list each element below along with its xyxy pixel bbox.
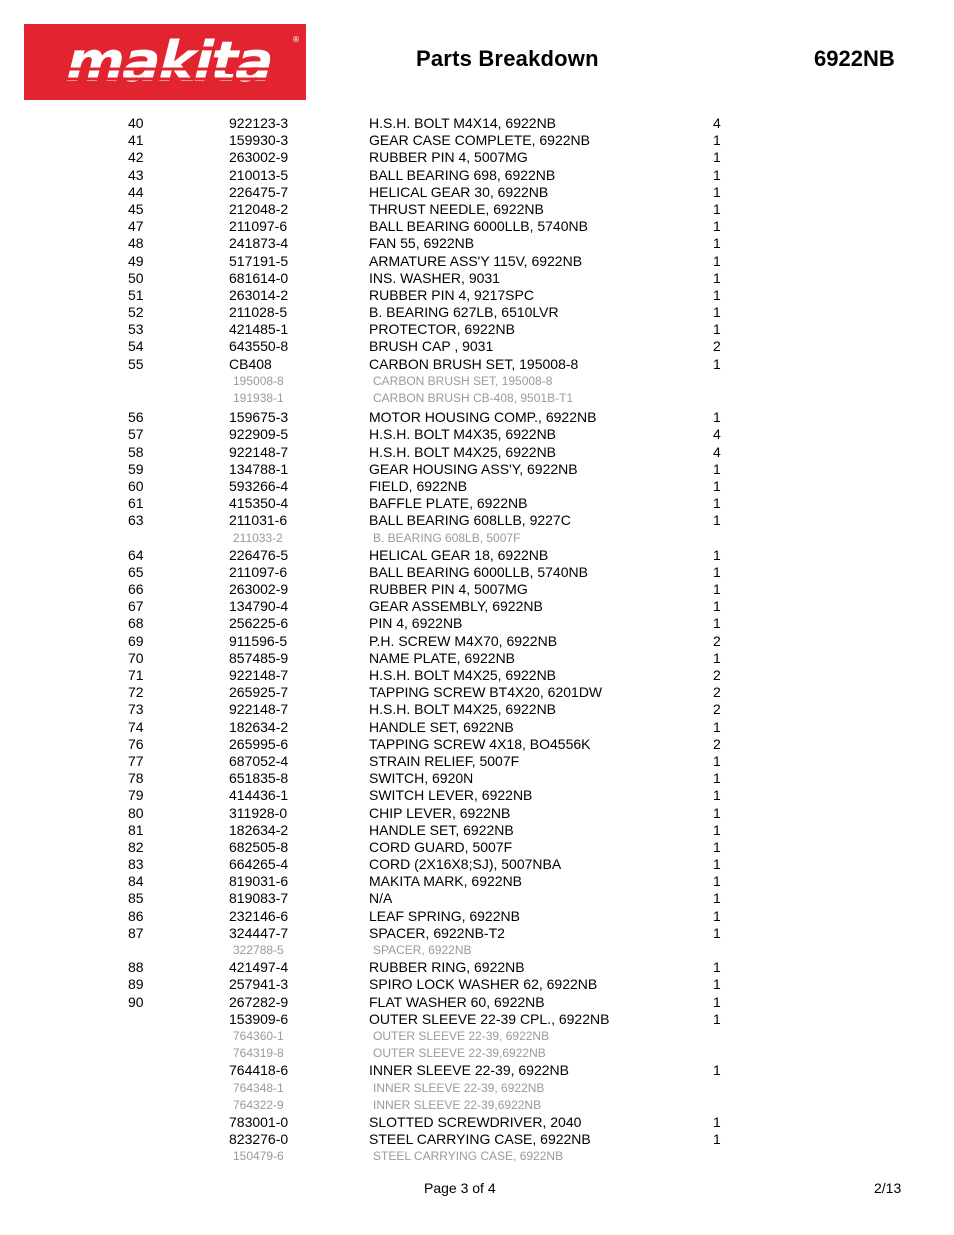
- part-number: 153909-6: [229, 1010, 289, 1027]
- part-row: [0, 684, 954, 701]
- part-quantity: 2: [713, 735, 721, 752]
- part-description: BRUSH CAP , 9031: [369, 338, 494, 355]
- part-quantity: 1: [713, 993, 721, 1010]
- parts-list: [0, 115, 954, 1165]
- part-number: 241873-4: [229, 235, 289, 252]
- part-number: 517191-5: [229, 252, 289, 269]
- part-number: 232146-6: [229, 907, 289, 924]
- part-row: [0, 908, 954, 925]
- part-description: BALL BEARING 6000LLB, 5740NB: [369, 218, 588, 235]
- part-description: STRAIN RELIEF, 5007F: [369, 752, 520, 769]
- item-number: 89: [128, 976, 144, 993]
- part-number: 263014-2: [229, 286, 289, 303]
- item-number: 73: [128, 701, 144, 718]
- item-number: 63: [128, 512, 144, 529]
- part-quantity: 2: [713, 338, 721, 355]
- part-number: 182634-2: [229, 718, 289, 735]
- part-quantity: 1: [713, 183, 721, 200]
- part-quantity: 1: [713, 200, 721, 217]
- part-description: INNER SLEEVE 22-39,6922NB: [373, 1097, 542, 1112]
- part-number: 643550-8: [229, 338, 289, 355]
- part-row: [0, 564, 954, 581]
- part-row: [0, 426, 954, 443]
- item-number: 68: [128, 615, 144, 632]
- item-number: 78: [128, 770, 144, 787]
- part-number: 421485-1: [229, 321, 289, 338]
- item-number: 52: [128, 304, 144, 321]
- part-description: SLOTTED SCREWDRIVER, 2040: [369, 1113, 582, 1130]
- part-number: 922123-3: [229, 115, 289, 131]
- part-number: 322788-5: [233, 943, 284, 957]
- part-quantity: 1: [713, 598, 721, 615]
- part-quantity: 1: [713, 615, 721, 632]
- part-row: [0, 461, 954, 478]
- part-row: [0, 338, 954, 355]
- part-description: CARBON BRUSH SET, 195008-8: [369, 355, 579, 372]
- part-description: FIELD, 6922NB: [369, 477, 468, 494]
- part-row: [0, 149, 954, 166]
- part-quantity: 1: [713, 252, 721, 269]
- part-row: [0, 822, 954, 839]
- part-description: MOTOR HOUSING COMP., 6922NB: [369, 409, 597, 426]
- part-description: B. BEARING 608LB, 5007F: [373, 530, 521, 545]
- item-number: 57: [128, 426, 144, 443]
- part-row: [0, 994, 954, 1011]
- part-number: 265995-6: [229, 735, 289, 752]
- part-number: 263002-9: [229, 581, 289, 598]
- item-number: 47: [128, 218, 144, 235]
- part-quantity: 1: [713, 563, 721, 580]
- substitute-part-row: [0, 1028, 954, 1045]
- part-quantity: 1: [713, 218, 721, 235]
- part-number: 764322-9: [233, 1097, 284, 1112]
- part-quantity: 2: [713, 632, 721, 649]
- part-description: RUBBER PIN 4, 9217SPC: [369, 286, 534, 303]
- part-row: [0, 1131, 954, 1148]
- part-quantity: 1: [713, 959, 721, 976]
- part-description: PROTECTOR, 6922NB: [369, 321, 516, 338]
- part-number: 911596-5: [229, 632, 288, 649]
- item-number: 48: [128, 235, 144, 252]
- part-description: SPIRO LOCK WASHER 62, 6922NB: [369, 976, 598, 993]
- part-quantity: 1: [713, 286, 721, 303]
- part-description: HELICAL GEAR 18, 6922NB: [369, 546, 549, 563]
- part-quantity: 1: [713, 1113, 721, 1130]
- substitute-part-row: [0, 1045, 954, 1062]
- footer-date: 2/13: [874, 1180, 902, 1196]
- part-description: GEAR CASE COMPLETE, 6922NB: [369, 132, 590, 149]
- part-quantity: 1: [713, 546, 721, 563]
- substitute-part-row: [0, 1148, 954, 1165]
- part-quantity: 1: [713, 856, 721, 873]
- part-row: [0, 890, 954, 907]
- part-description: OUTER SLEEVE 22-39, 6922NB: [373, 1028, 550, 1043]
- part-quantity: 1: [713, 821, 721, 838]
- registered-mark: ®: [292, 35, 300, 44]
- part-quantity: 2: [713, 701, 721, 718]
- part-description: CARBON BRUSH CB-408, 9501B-T1: [373, 391, 574, 405]
- part-number: 191938-1: [233, 391, 284, 405]
- part-number: 823276-0: [229, 1131, 289, 1148]
- part-description: FAN 55, 6922NB: [369, 235, 475, 252]
- part-quantity: 4: [713, 426, 721, 443]
- part-number: 210013-5: [229, 166, 289, 183]
- part-number: 764348-1: [233, 1080, 284, 1095]
- part-row: [0, 321, 954, 338]
- part-quantity: 1: [713, 477, 721, 494]
- part-quantity: 1: [713, 976, 721, 993]
- part-description: INNER SLEEVE 22-39, 6922NB: [373, 1080, 545, 1095]
- part-quantity: 1: [713, 166, 721, 183]
- item-number: 43: [128, 166, 144, 183]
- part-description: BAFFLE PLATE, 6922NB: [369, 495, 528, 512]
- part-description: BALL BEARING 698, 6922NB: [369, 166, 556, 183]
- item-number: 70: [128, 649, 144, 666]
- part-number: 681614-0: [229, 269, 289, 286]
- part-number: 150479-6: [233, 1149, 284, 1164]
- part-number: 324447-7: [229, 924, 289, 941]
- part-number: 922148-7: [229, 667, 289, 683]
- part-description: TAPPING SCREW 4X18, BO4556K: [369, 735, 591, 752]
- part-description: OUTER SLEEVE 22-39 CPL., 6922NB: [369, 1010, 610, 1027]
- part-description: CORD (2X16X8;SJ), 5007NBA: [369, 856, 562, 873]
- part-description: MAKITA MARK, 6922NB: [369, 873, 523, 890]
- part-row: [0, 1114, 954, 1131]
- part-number: 857485-9: [229, 649, 289, 666]
- part-number: 819031-6: [229, 873, 289, 890]
- part-description: SWITCH LEVER, 6922NB: [369, 787, 533, 804]
- part-description: INS. WASHER, 9031: [369, 269, 500, 286]
- part-row: [0, 115, 954, 132]
- item-number: 69: [128, 632, 144, 649]
- part-row: [0, 356, 954, 373]
- part-number: 682505-8: [229, 838, 289, 855]
- part-description: GEAR HOUSING ASS'Y, 6922NB: [369, 460, 578, 477]
- part-row: [0, 959, 954, 976]
- part-number: 421497-4: [229, 959, 289, 976]
- item-number: 40: [128, 115, 144, 131]
- part-number: 211033-2: [233, 530, 283, 545]
- part-quantity: 1: [713, 1131, 721, 1148]
- part-row: [0, 235, 954, 252]
- item-number: 64: [128, 546, 144, 563]
- part-description: INNER SLEEVE 22-39, 6922NB: [369, 1062, 569, 1079]
- item-number: 87: [128, 924, 144, 941]
- part-quantity: 1: [713, 752, 721, 769]
- part-row: [0, 598, 954, 615]
- part-number: 159930-3: [229, 132, 289, 149]
- part-number: 783001-0: [229, 1113, 289, 1130]
- item-number: 88: [128, 959, 144, 976]
- model-number: 6922NB: [814, 46, 895, 71]
- makita-logo: [24, 24, 306, 100]
- item-number: 79: [128, 787, 144, 804]
- part-description: GEAR ASSEMBLY, 6922NB: [369, 598, 543, 615]
- part-number: 211028-5: [229, 304, 288, 321]
- part-row: [0, 1011, 954, 1028]
- part-row: [0, 270, 954, 287]
- part-number: 687052-4: [229, 752, 289, 769]
- part-row: [0, 856, 954, 873]
- item-number: 82: [128, 838, 144, 855]
- part-number: 257941-3: [229, 976, 289, 993]
- part-description: RUBBER RING, 6922NB: [369, 959, 525, 976]
- part-number: 182634-2: [229, 821, 289, 838]
- substitute-part-row: [0, 530, 954, 547]
- part-row: [0, 925, 954, 942]
- part-number: 922148-7: [229, 443, 289, 460]
- part-quantity: 1: [713, 355, 721, 372]
- part-number: 226475-7: [229, 183, 289, 200]
- part-number: 819083-7: [229, 890, 289, 907]
- part-description: SWITCH, 6920N: [369, 770, 474, 787]
- substitute-part-row: [0, 373, 954, 390]
- part-row: [0, 770, 954, 787]
- part-description: H.S.H. BOLT M4X25, 6922NB: [369, 443, 557, 460]
- item-number: 59: [128, 460, 144, 477]
- item-number: 55: [128, 355, 144, 372]
- part-number: 414436-1: [229, 787, 289, 804]
- item-number: 60: [128, 477, 144, 494]
- part-row: [0, 253, 954, 270]
- part-description: N/A: [369, 890, 393, 907]
- part-number: 764418-6: [229, 1062, 289, 1079]
- logo-text: makita: [58, 29, 281, 95]
- item-number: 61: [128, 495, 144, 512]
- item-number: 76: [128, 735, 144, 752]
- part-quantity: 1: [713, 873, 721, 890]
- item-number: 49: [128, 252, 144, 269]
- item-number: 86: [128, 907, 144, 924]
- part-row: [0, 719, 954, 736]
- substitute-part-row: [0, 1080, 954, 1097]
- part-row: [0, 650, 954, 667]
- part-description: NAME PLATE, 6922NB: [369, 649, 516, 666]
- part-row: [0, 304, 954, 321]
- part-description: BALL BEARING 6000LLB, 5740NB: [369, 563, 588, 580]
- item-number: 42: [128, 149, 144, 166]
- part-description: B. BEARING 627LB, 6510LVR: [369, 304, 559, 321]
- substitute-part-row: [0, 942, 954, 959]
- item-number: 90: [128, 993, 144, 1010]
- part-quantity: 1: [713, 460, 721, 477]
- part-number: 134790-4: [229, 598, 289, 615]
- item-number: 65: [128, 563, 144, 580]
- part-quantity: 1: [713, 149, 721, 166]
- part-description: H.S.H. BOLT M4X14, 6922NB: [369, 115, 557, 131]
- part-number: 922909-5: [229, 426, 289, 443]
- part-quantity: 2: [713, 667, 721, 683]
- makita-logo-graphic: [24, 24, 306, 100]
- part-description: H.S.H. BOLT M4X25, 6922NB: [369, 667, 557, 683]
- part-quantity: 1: [713, 409, 721, 426]
- part-quantity: 1: [713, 649, 721, 666]
- item-number: 71: [128, 667, 144, 683]
- item-number: 85: [128, 890, 144, 907]
- part-quantity: 1: [713, 581, 721, 598]
- part-row: [0, 184, 954, 201]
- part-quantity: 1: [713, 1010, 721, 1027]
- part-description: RUBBER PIN 4, 5007MG: [369, 581, 528, 598]
- part-number: 664265-4: [229, 856, 289, 873]
- item-number: 80: [128, 804, 144, 821]
- part-row: [0, 1062, 954, 1079]
- item-number: 41: [128, 132, 144, 149]
- part-quantity: 1: [713, 787, 721, 804]
- part-number: 195008-8: [233, 373, 284, 388]
- item-number: 83: [128, 856, 144, 873]
- part-number: 134788-1: [229, 460, 289, 477]
- part-row: [0, 839, 954, 856]
- part-row: [0, 409, 954, 426]
- item-number: 74: [128, 718, 144, 735]
- part-number: 265925-7: [229, 684, 289, 701]
- part-description: TAPPING SCREW BT4X20, 6201DW: [369, 684, 603, 701]
- item-number: 84: [128, 873, 144, 890]
- part-row: [0, 633, 954, 650]
- item-number: 50: [128, 269, 144, 286]
- part-number: 922148-7: [229, 701, 289, 718]
- part-row: [0, 512, 954, 529]
- part-description: SPACER, 6922NB-T2: [369, 924, 505, 941]
- item-number: 53: [128, 321, 144, 338]
- part-number: 211097-6: [229, 563, 288, 580]
- part-quantity: 1: [713, 304, 721, 321]
- part-number: 211031-6: [229, 512, 288, 529]
- part-description: HANDLE SET, 6922NB: [369, 821, 514, 838]
- item-number: 45: [128, 200, 144, 217]
- page-number: Page 3 of 4: [424, 1180, 496, 1196]
- part-row: [0, 167, 954, 184]
- part-quantity: 1: [713, 770, 721, 787]
- part-number: 267282-9: [229, 993, 289, 1010]
- part-row: [0, 218, 954, 235]
- part-description: SPACER, 6922NB: [373, 943, 472, 957]
- part-row: [0, 701, 954, 718]
- part-number: 651835-8: [229, 770, 289, 787]
- logo-wordmark: [59, 30, 280, 95]
- part-description: CORD GUARD, 5007F: [369, 838, 513, 855]
- item-number: 58: [128, 443, 144, 460]
- part-row: [0, 132, 954, 149]
- part-description: OUTER SLEEVE 22-39,6922NB: [373, 1046, 546, 1061]
- item-number: 44: [128, 183, 144, 200]
- part-description: FLAT WASHER 60, 6922NB: [369, 993, 545, 1010]
- part-description: CHIP LEVER, 6922NB: [369, 804, 511, 821]
- part-row: [0, 787, 954, 804]
- item-number: 66: [128, 581, 144, 598]
- part-row: [0, 478, 954, 495]
- item-number: 81: [128, 821, 144, 838]
- part-quantity: 4: [713, 443, 721, 460]
- part-number: 226476-5: [229, 546, 289, 563]
- part-row: [0, 805, 954, 822]
- item-number: 72: [128, 684, 144, 701]
- part-quantity: 1: [713, 132, 721, 149]
- part-row: [0, 201, 954, 218]
- part-quantity: 4: [713, 115, 721, 131]
- part-row: [0, 736, 954, 753]
- part-number: 311928-0: [229, 804, 288, 821]
- part-number: 211097-6: [229, 218, 288, 235]
- part-description: LEAF SPRING, 6922NB: [369, 907, 520, 924]
- part-description: THRUST NEEDLE, 6922NB: [369, 200, 544, 217]
- part-quantity: 1: [713, 269, 721, 286]
- part-quantity: 1: [713, 890, 721, 907]
- item-number: 56: [128, 409, 144, 426]
- part-description: HELICAL GEAR 30, 6922NB: [369, 183, 549, 200]
- part-row: [0, 873, 954, 890]
- part-row: [0, 444, 954, 461]
- part-row: [0, 547, 954, 564]
- part-number: 256225-6: [229, 615, 289, 632]
- part-quantity: 2: [713, 684, 721, 701]
- part-quantity: 1: [713, 718, 721, 735]
- part-quantity: 1: [713, 804, 721, 821]
- part-number: 593266-4: [229, 477, 289, 494]
- substitute-part-row: [0, 1097, 954, 1114]
- part-quantity: 1: [713, 924, 721, 941]
- part-quantity: 1: [713, 321, 721, 338]
- part-number: 159675-3: [229, 409, 289, 426]
- substitute-part-row: [0, 390, 954, 407]
- part-description: STEEL CARRYING CASE, 6922NB: [369, 1131, 591, 1148]
- part-description: HANDLE SET, 6922NB: [369, 718, 514, 735]
- part-row: [0, 753, 954, 770]
- part-description: H.S.H. BOLT M4X35, 6922NB: [369, 426, 557, 443]
- part-quantity: 1: [713, 495, 721, 512]
- part-description: P.H. SCREW M4X70, 6922NB: [369, 632, 558, 649]
- part-description: H.S.H. BOLT M4X25, 6922NB: [369, 701, 557, 718]
- part-row: [0, 581, 954, 598]
- part-quantity: 1: [713, 1062, 721, 1079]
- part-row: [0, 615, 954, 632]
- part-number: CB408: [229, 355, 272, 372]
- part-row: [0, 495, 954, 512]
- part-description: BALL BEARING 608LLB, 9227C: [369, 512, 571, 529]
- part-number: 764360-1: [233, 1028, 284, 1043]
- item-number: 51: [128, 286, 144, 303]
- page-title: Parts Breakdown: [416, 46, 599, 71]
- part-description: PIN 4, 6922NB: [369, 615, 463, 632]
- part-quantity: 1: [713, 907, 721, 924]
- part-row: [0, 287, 954, 304]
- part-number: 415350-4: [229, 495, 289, 512]
- part-number: 764319-8: [233, 1046, 284, 1061]
- part-description: STEEL CARRYING CASE, 6922NB: [373, 1149, 564, 1164]
- part-row: [0, 976, 954, 993]
- part-quantity: 1: [713, 235, 721, 252]
- part-description: RUBBER PIN 4, 5007MG: [369, 149, 528, 166]
- part-number: 212048-2: [229, 200, 289, 217]
- part-description: CARBON BRUSH SET, 195008-8: [373, 373, 553, 388]
- part-number: 263002-9: [229, 149, 289, 166]
- part-row: [0, 667, 954, 684]
- part-quantity: 1: [713, 838, 721, 855]
- item-number: 77: [128, 752, 144, 769]
- item-number: 54: [128, 338, 144, 355]
- part-description: ARMATURE ASS'Y 115V, 6922NB: [369, 252, 583, 269]
- item-number: 67: [128, 598, 144, 615]
- part-quantity: 1: [713, 512, 721, 529]
